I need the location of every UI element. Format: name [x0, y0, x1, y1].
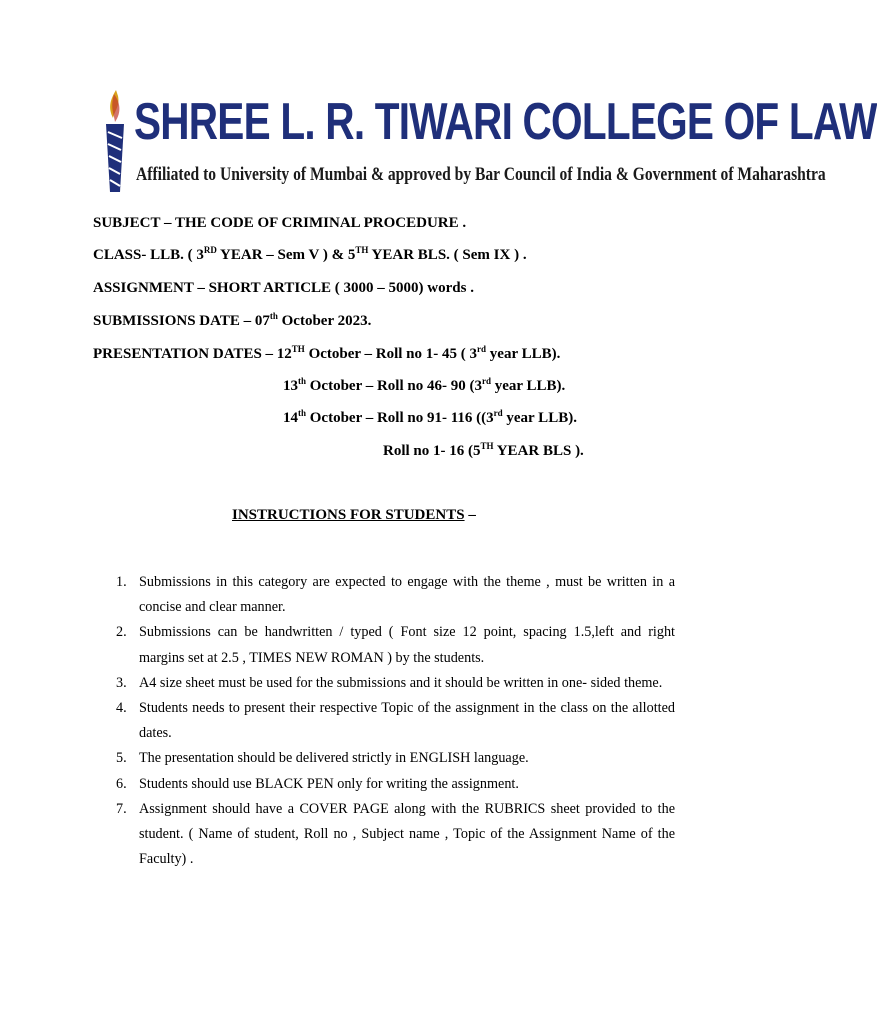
list-item-number: 4. [116, 700, 127, 717]
presentation-sup-1: TH [291, 344, 305, 354]
date3-text-b: October – Roll no 91- 116 ((3 [306, 410, 494, 426]
list-item-number: 1. [116, 574, 127, 590]
date2-text-a: 13 [283, 378, 298, 394]
instructions-heading [232, 506, 476, 524]
list-item [109, 696, 675, 746]
subject-line: SUBJECT – THE CODE OF CRIMINAL PROCEDURE . [93, 215, 467, 231]
presentation-date-3 [283, 409, 577, 427]
date3-text-c: year LLB). [502, 410, 577, 426]
class-sup-a: RD [203, 245, 217, 255]
class-text-b: YEAR – Sem V ) & 5 [216, 247, 356, 263]
date2-text-b: October – Roll no 46- 90 (3 [306, 378, 482, 394]
submission-text-b: October 2023. [277, 313, 372, 329]
college-affiliation: Affiliated to University of Mumbai & approved by Bar Council of India & Government of Maharashtra [136, 164, 826, 185]
submission-date-line [93, 312, 371, 330]
list-item-text: Students should use BLACK PEN only for writing the assignment. [139, 775, 519, 792]
list-item-text: A4 size sheet must be used for the submissions and it should be written in one- sided theme. [139, 674, 663, 691]
list-item-number: 6. [116, 775, 127, 792]
college-logo [100, 88, 877, 198]
instructions-heading-suffix: – [464, 507, 476, 523]
list-item-text: Submissions can be handwritten / typed ( Font size 12 point, spacing 1.5,left and right margins set at 2.5 , TIMES NEW ROMAN ) by the students. [139, 624, 675, 666]
date4-text-b: YEAR BLS ). [493, 443, 584, 459]
date2-text-c: year LLB). [490, 378, 566, 394]
presentation-sup-2: rd [477, 344, 487, 354]
presentation-dates-line [93, 345, 560, 363]
date4-text-a: Roll no 1- 16 (5 [383, 443, 481, 459]
presentation-text-b: October – Roll no 1- 45 ( 3 [304, 346, 478, 362]
presentation-text-c: year LLB). [486, 346, 561, 362]
date4-sup: TH [480, 441, 494, 451]
list-item-number: 7. [116, 800, 127, 817]
list-item-number: 5. [116, 750, 127, 767]
list-item [109, 671, 675, 696]
list-item [109, 746, 675, 771]
date2-sup-1: th [298, 376, 307, 386]
submission-text-a: SUBMISSIONS DATE – 07 [93, 313, 270, 329]
presentation-date-2 [283, 377, 565, 395]
date3-sup-1: th [298, 408, 307, 418]
instructions-heading-text: INSTRUCTIONS FOR STUDENTS [232, 507, 465, 523]
list-item-text: The presentation should be delivered strictly in ENGLISH language. [139, 750, 529, 767]
class-text-c: YEAR BLS. ( Sem IX ) . [368, 247, 527, 263]
list-item-number: 3. [116, 674, 127, 691]
date3-text-a: 14 [283, 410, 298, 426]
class-sup-b: TH [355, 245, 369, 255]
list-item-text: Students needs to present their respective Topic of the assignment in the class on the allotted dates. [139, 700, 675, 742]
submission-sup: th [269, 311, 278, 321]
list-item [109, 772, 675, 797]
torch-emblem-icon [100, 88, 130, 196]
list-item-text: Submissions in this category are expected to engage with the theme , must be written in a concise and clear manner. [139, 574, 675, 616]
class-text-a: CLASS- LLB. ( 3 [93, 247, 204, 263]
instructions-list [109, 570, 675, 872]
date2-sup-2: rd [481, 376, 491, 386]
presentation-text-a: PRESENTATION DATES – 12 [93, 346, 292, 362]
list-item-number: 2. [116, 624, 127, 641]
class-line [93, 246, 527, 264]
college-name: SHREE L. R. TIWARI COLLEGE OF LAW [134, 93, 877, 151]
list-item-text: Assignment should have a COVER PAGE along with the RUBRICS sheet provided to the student. ( Name of student, Roll no , Subject name , Topic of the Assignment Name of the Faculty) . [139, 800, 675, 868]
list-item [109, 797, 675, 873]
assignment-line: ASSIGNMENT – SHORT ARTICLE ( 3000 – 5000) words . [93, 280, 474, 296]
list-item [109, 620, 675, 670]
list-item [109, 570, 675, 620]
presentation-date-4 [383, 442, 584, 460]
date3-sup-2: rd [493, 408, 503, 418]
